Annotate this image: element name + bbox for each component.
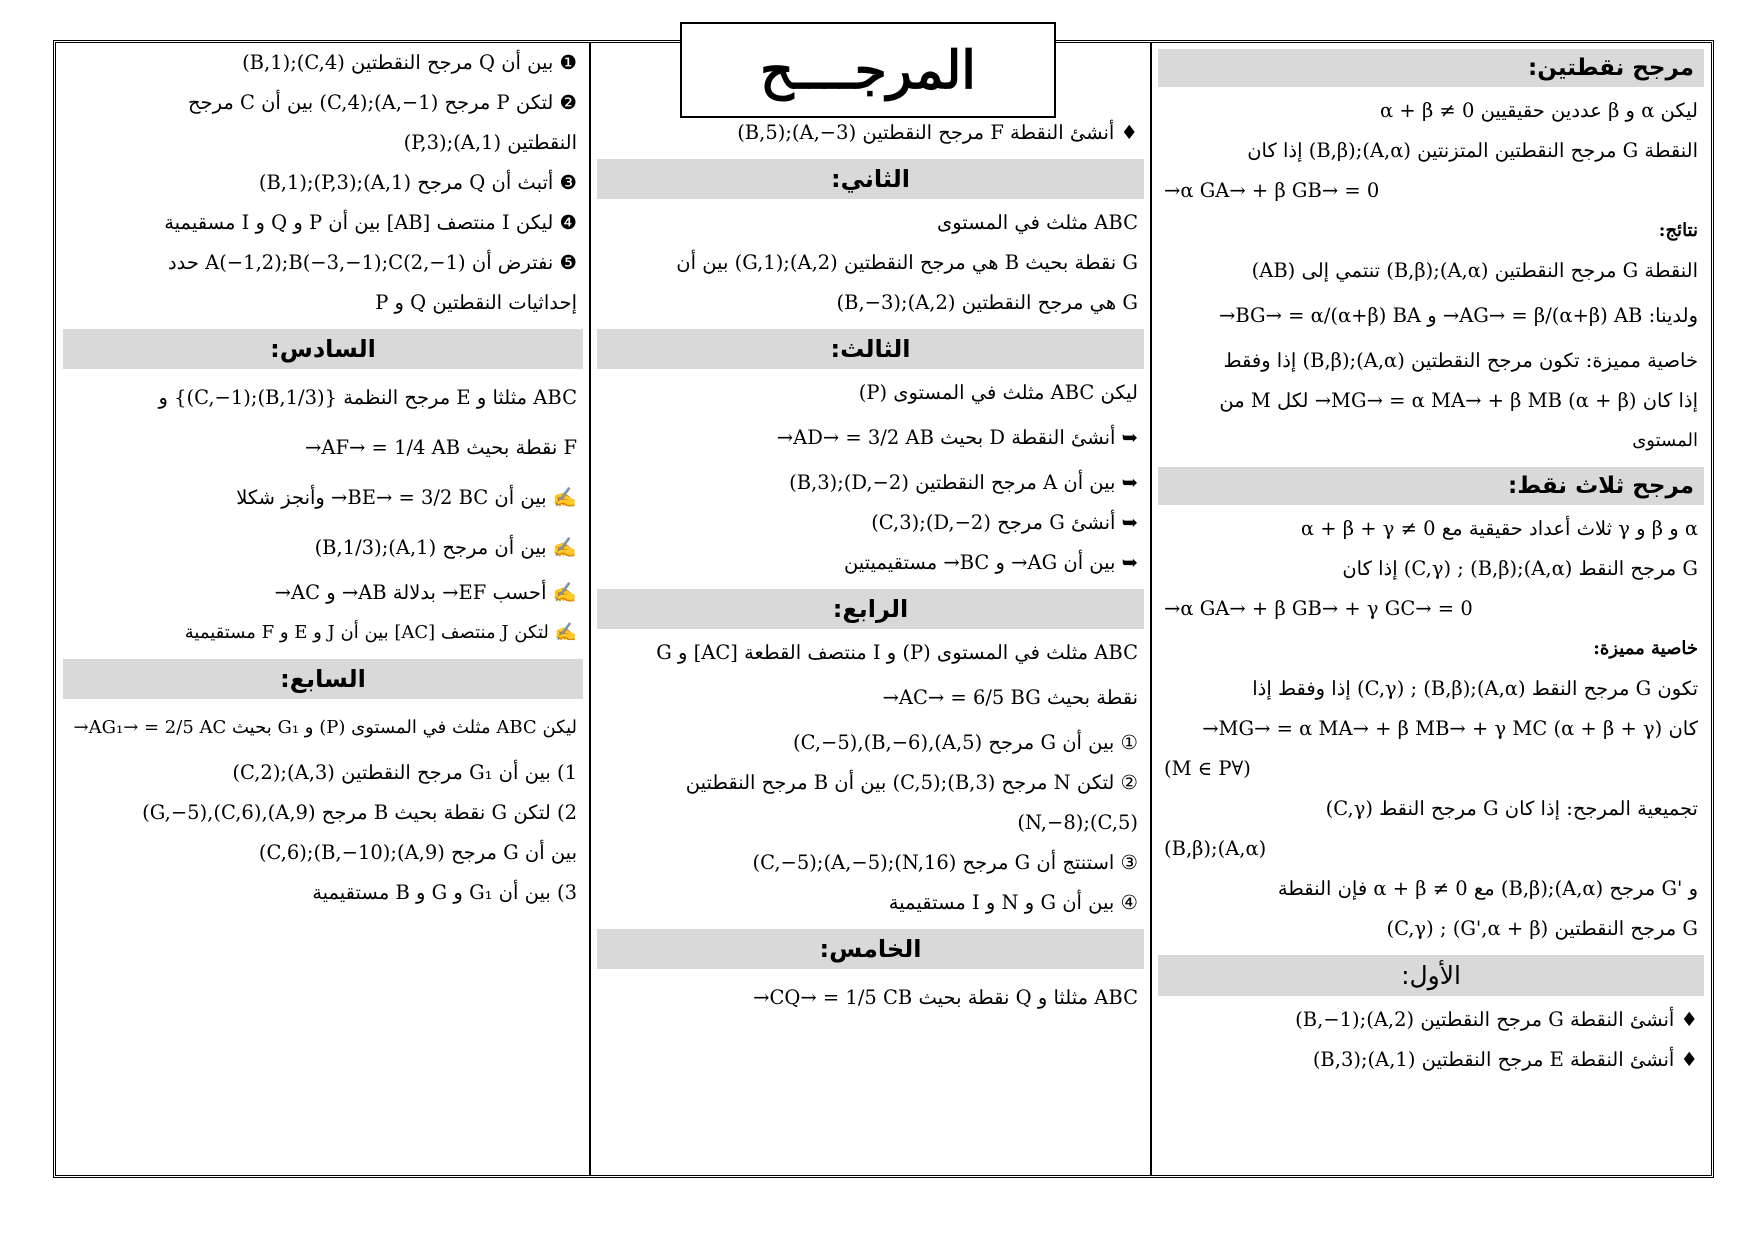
text-line: F نقطة بحيث AF→ = 1/4 AB→ bbox=[305, 436, 577, 459]
text-line: تجميعية المرجح: إذا كان G مرجح النقط (C,γ) bbox=[1325, 797, 1698, 820]
exercise-item: ① بين أن G مرجح (A,5),(B,−6),(C,−5) bbox=[792, 731, 1138, 754]
text-line: α و β و γ ثلاث أعداد حقيقية مع α + β + γ ≠ 0 bbox=[1300, 517, 1698, 540]
text-line: ABC مثلثا و E مرجح النظمة {(B,1/3);(C,−1)} و bbox=[158, 386, 577, 409]
formula-line: كان (α + β + γ) MG→ = α MA→ + β MB→ + γ MC→ bbox=[1202, 717, 1698, 740]
exercise-item: 3) بين أن G₁ و G و B مستقيمية bbox=[312, 881, 577, 904]
section-header-exercise-3: الثالث: bbox=[597, 329, 1144, 369]
column-right bbox=[1150, 43, 1710, 1175]
text-line: (C,5);(N,−8) bbox=[1017, 811, 1138, 834]
text-line: و 'G مرجح (A,α);(B,β) مع α + β ≠ 0 فإن النقطة bbox=[1277, 877, 1698, 900]
section-header-exercise-6: السادس: bbox=[63, 329, 583, 369]
text-line: المستوى bbox=[1632, 430, 1698, 451]
exercise-item: ♦ أنشئ النقطة F مرجح النقطتين (A,−3);(B,5) bbox=[737, 121, 1138, 144]
section-header-exercise-1: الأول: bbox=[1158, 955, 1704, 996]
text-line: النقطة G مرجح النقطتين (A,α);(B,β) تنتمي إلى (AB) bbox=[1251, 259, 1698, 282]
subheading-results: نتائج: bbox=[1658, 220, 1698, 241]
text-line: ABC مثلث في المستوى bbox=[936, 211, 1138, 234]
exercise-item: ❹ ليكن I منتصف [AB] بين أن P و Q و I مسقيمية bbox=[164, 211, 577, 234]
formula-line: α GA→ + β GB→ + γ GC→ = 0→ bbox=[1164, 597, 1473, 620]
text-line: G هي مرجح النقطتين (A,2);(B,−3) bbox=[836, 291, 1138, 314]
exercise-item: ❷ لتكن P مرجح (A,−1);(C,4) بين أن C مرجح bbox=[187, 91, 577, 114]
exercise-item: ✍ أحسب EF→ بدلالة AB→ و AC→ bbox=[274, 581, 577, 604]
text-line: ABC مثلث في المستوى (P) و I منتصف القطعة [AC] و G bbox=[656, 641, 1138, 664]
text-line: تكون G مرجح النقط (A,α);(B,β) ; (C,γ) إذا وفقط إذا bbox=[1252, 677, 1698, 700]
text-line: نقطة بحيث AC→ = 6/5 BG→ bbox=[882, 686, 1138, 709]
exercise-item: ➥ بين أن A مرجح النقطتين (D,−2);(B,3) bbox=[789, 471, 1138, 494]
exercise-item: ➥ بين أن AG→ و BC→ مستقيميتين bbox=[843, 551, 1138, 574]
text-line: ليكن ABC مثلث في المستوى (P) bbox=[858, 381, 1138, 404]
text-line: النقطتين (A,1);(P,3) bbox=[403, 131, 577, 154]
text-line: (A,α);(B,β) bbox=[1164, 837, 1267, 860]
exercise-item: ③ استنتج أن G مرجح (N,16);(A,−5);(C,−5) bbox=[752, 851, 1138, 874]
section-header-exercise-2: الثاني: bbox=[597, 159, 1144, 199]
exercise-item: ❸ أتبث أن Q مرجح (A,1);(P,3);(B,1) bbox=[258, 171, 577, 194]
page-title-text: المرجــــح bbox=[760, 39, 976, 101]
text-line: النقطة G مرجح النقطتين المتزنتين (A,α);(B,β) إذا كان bbox=[1247, 139, 1698, 162]
exercise-item: ➥ أنشئ النقطة D بحيث AD→ = 3/2 AB→ bbox=[776, 426, 1138, 449]
text-line: ليكن α و β عددين حقيقيين α + β ≠ 0 bbox=[1380, 99, 1698, 122]
formula-line: ولدينا: AG→ = β/(α+β) AB→ و BG→ = α/(α+β) BA→ bbox=[1218, 304, 1698, 327]
text-line: بين أن G مرجح (A,9);(B,−10);(C,6) bbox=[258, 841, 577, 864]
section-header-exercise-4: الرابع: bbox=[597, 589, 1144, 629]
section-header-barycenter-three: مرجح ثلاث نقط: bbox=[1158, 467, 1704, 505]
exercise-item: ♦ أنشئ النقطة E مرجح النقطتين (A,1);(B,3) bbox=[1312, 1048, 1698, 1071]
exercise-item: ✍ بين أن مرجح (A,1);(B,1/3) bbox=[314, 536, 577, 559]
section-header-exercise-7: السابع: bbox=[63, 659, 583, 699]
text-line: ABC مثلثا و Q نقطة بحيث CQ→ = 1/5 CB→ bbox=[753, 986, 1138, 1009]
text-line: إذا كان (α + β) MG→ = α MA→ + β MB→ لكل M من bbox=[1219, 389, 1698, 412]
exercise-item: ♦ أنشئ النقطة G مرجح النقطتين (A,2);(B,−1) bbox=[1295, 1008, 1698, 1031]
exercise-item: 1) بين أن G₁ مرجح النقطتين (A,3);(C,2) bbox=[232, 761, 577, 784]
exercise-item: ➥ أنشئ G مرجح (D,−2);(C,3) bbox=[871, 511, 1138, 534]
text-line: (∀M ∈ P) bbox=[1164, 757, 1251, 780]
text-line: ليكن ABC مثلث في المستوى (P) و G₁ بحيث AG₁→ = 2/5 AC→ bbox=[73, 717, 577, 738]
subheading-property: خاصية مميزة: bbox=[1593, 638, 1698, 659]
exercise-item: 2) لتكن G نقطة بحيث B مرجح (A,9),(C,6),(G,−5) bbox=[142, 801, 577, 824]
column-middle bbox=[589, 43, 1150, 1175]
exercise-item: ✍ لتكن J منتصف [AC] بين أن J و E و F مستقيمية bbox=[184, 622, 577, 643]
column-left bbox=[57, 43, 589, 1175]
text-line: G نقطة بحيث B هي مرجح النقطتين (A,2);(G,1) بين أن bbox=[676, 251, 1138, 274]
text-line: G مرجح النقطتين (G',α + β) ; (C,γ) bbox=[1386, 917, 1698, 940]
exercise-item: ❺ نفترض أن A(−1,2);B(−3,−1);C(2,−1) حدد bbox=[167, 251, 577, 274]
formula-line: α GA→ + β GB→ = 0→ bbox=[1164, 179, 1380, 202]
exercise-item: ② لتكن N مرجح (B,3);(C,5) بين أن B مرجح النقطتين bbox=[685, 771, 1138, 794]
section-header-barycenter-two: مرجح نقطتين: bbox=[1158, 49, 1704, 87]
exercise-item: ❶ بين أن Q مرجح النقطتين (C,4);(B,1) bbox=[242, 51, 577, 74]
text-line: خاصية مميزة: تكون مرجح النقطتين (A,α);(B,β) إذا وفقط bbox=[1223, 349, 1698, 372]
exercise-item: ④ بين أن G و N و I مستقيمية bbox=[888, 891, 1138, 914]
text-line: إحداثيات النقطتين Q و P bbox=[375, 291, 577, 314]
text-line: G مرجح النقط (A,α);(B,β) ; (C,γ) إذا كان bbox=[1342, 557, 1698, 580]
page-title bbox=[680, 22, 1056, 118]
section-header-exercise-5: الخامس: bbox=[597, 929, 1144, 969]
exercise-item: ✍ بين أن BE→ = 3/2 BC→ وأنجز شكلا bbox=[236, 486, 577, 509]
